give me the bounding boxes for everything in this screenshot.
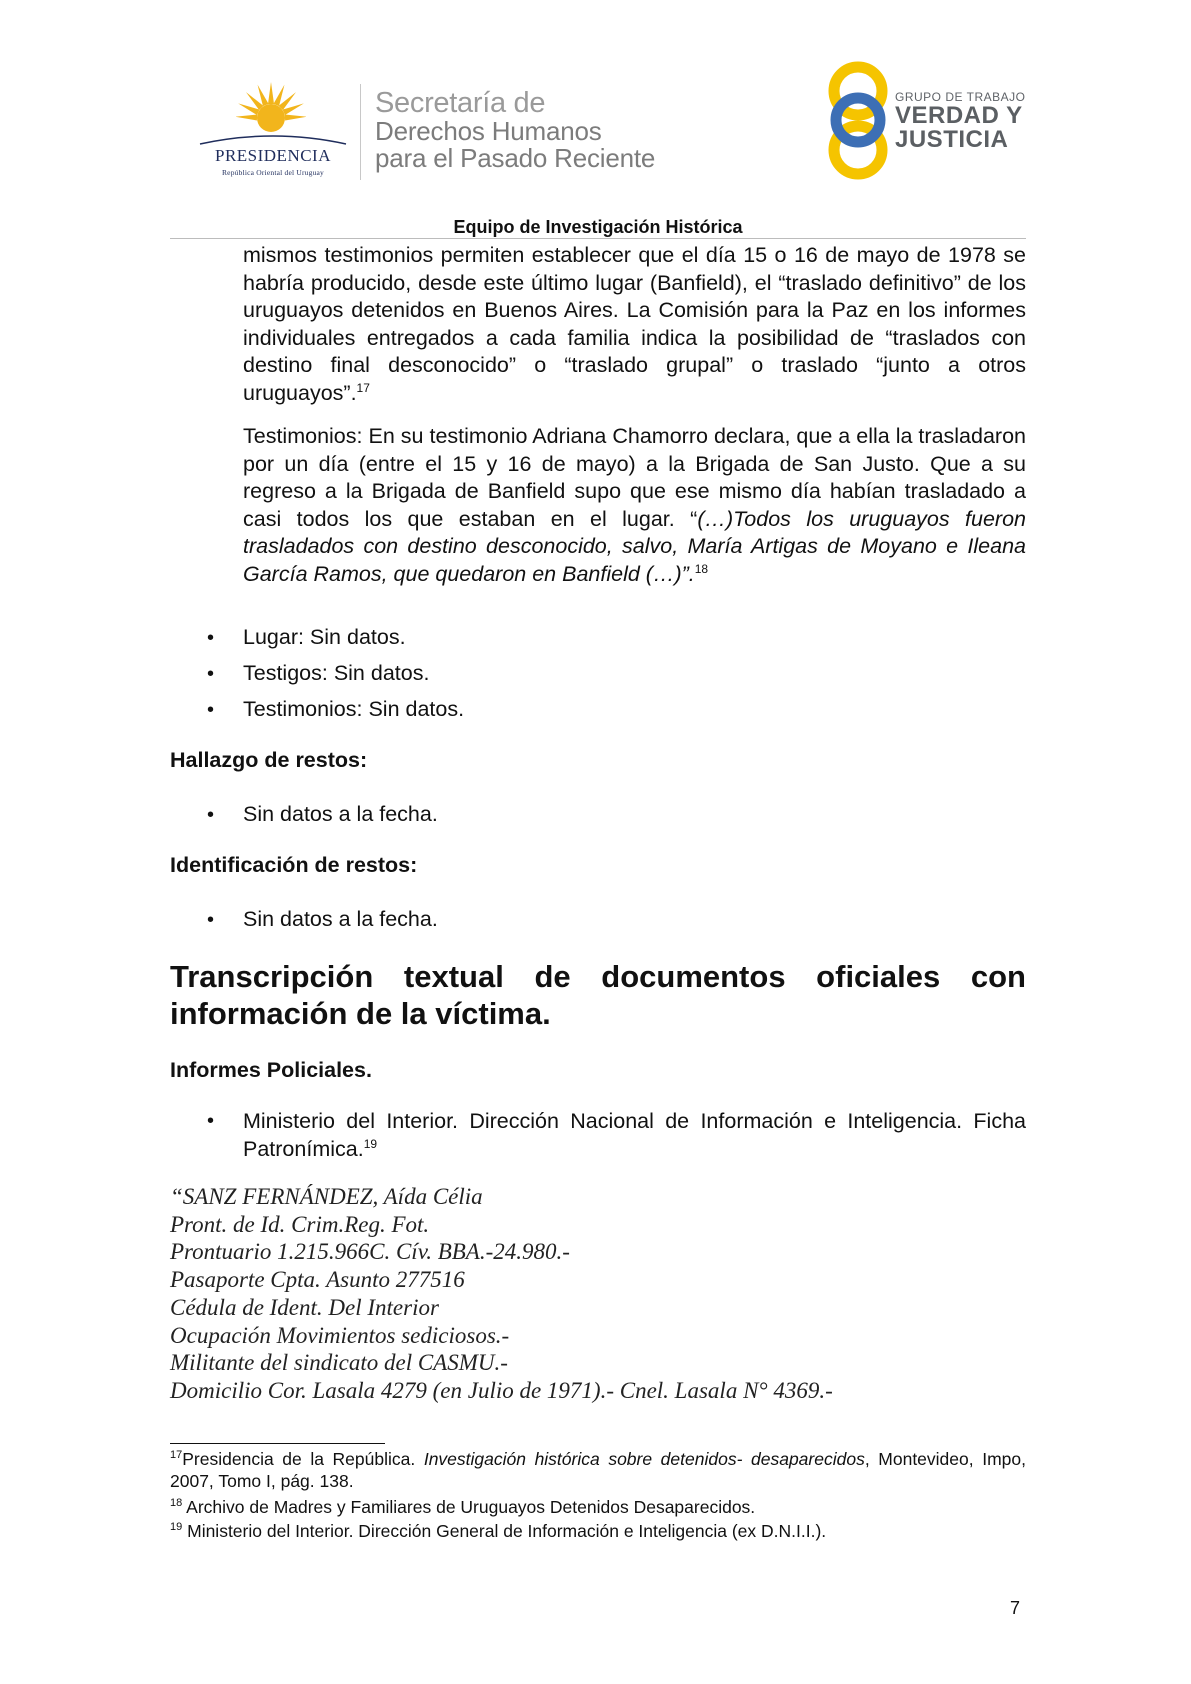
footnote-19 — [170, 1520, 1026, 1542]
team-title: Equipo de Investigación Histórica — [453, 217, 743, 237]
secretaria-line1: Secretaría de — [375, 87, 546, 119]
bullet-icon: • — [207, 699, 215, 721]
footnote-ref-19[interactable]: 19 — [363, 1136, 378, 1151]
grupo-line2: VERDAD Y — [895, 102, 1023, 129]
bullet-icon: • — [207, 1110, 215, 1132]
horizon-line-icon — [198, 132, 348, 146]
list-item-text: Lugar: Sin datos. — [243, 625, 406, 649]
presidencia-logo — [198, 80, 348, 180]
police-record-transcript — [170, 1183, 833, 1405]
list-item — [207, 801, 438, 829]
bullet-icon: • — [207, 909, 215, 931]
footnote-text: , Montevideo, Impo, 2007, Tomo I, pág. 138. — [170, 1449, 1026, 1491]
transcript-line: Pasaporte Cpta. Asunto 277516 — [170, 1267, 465, 1293]
list-item — [207, 906, 438, 934]
transcript-line: Domicilio Cor. Lasala 4279 (en Julio de 1971).- Cnel. Lasala N° 4369.- — [170, 1377, 833, 1403]
header-rule — [170, 238, 1026, 239]
list-item-text: Sin datos a la fecha. — [243, 802, 438, 826]
bullet-icon: • — [207, 663, 215, 685]
paragraph-testimonios — [243, 423, 1026, 588]
hallazgo-heading: Hallazgo de restos: — [170, 748, 368, 772]
bullet-icon: • — [207, 627, 215, 649]
grupo-line3: JUSTICIA — [895, 126, 1009, 153]
list-item-text: Testigos: Sin datos. — [243, 661, 430, 685]
transcript-line: Cédula de Ident. Del Interior — [170, 1294, 439, 1320]
logo-divider — [360, 84, 361, 180]
secretaria-logo-text — [375, 88, 655, 172]
transcript-line: “SANZ FERNÁNDEZ, Aída Célia — [170, 1184, 483, 1209]
identificacion-heading: Identificación de restos: — [170, 853, 418, 877]
footnote-ref-18[interactable]: 18 — [694, 561, 709, 576]
section-title: Transcripción textual de documentos oficiales con información de la víctima. — [170, 959, 1026, 1031]
list-item-text — [243, 1108, 1026, 1163]
list-item — [207, 660, 429, 688]
bullet-icon: • — [207, 804, 215, 826]
transcript-line: Ocupación Movimientos sediciosos.- — [170, 1322, 510, 1348]
paragraph-traslado — [243, 242, 1026, 407]
paragraph-traslado-text: mismos testimonios permiten establecer que el día 15 o 16 de mayo de 1978 se habría producido, desde este último lugar (Banfield), el “traslado definitivo” de los uruguayos detenidos en Buenos Aires. La Comisión para la Paz en los informes individuales entregados a cada familia indica la posibilidad de “traslados con destino final desconocido” o “traslado grupal” o traslado “junto a otros uruguayos”. — [243, 243, 1026, 405]
footnote-18 — [170, 1496, 1026, 1518]
footnote-number: 17 — [170, 1449, 183, 1462]
transcript-line: Prontuario 1.215.966C. Cív. BBA.-24.980.- — [170, 1239, 570, 1265]
footnote-number: 19 — [170, 1521, 183, 1534]
transcript-line: Pront. de Id. Crim.Reg. Fot. — [170, 1211, 430, 1237]
secretaria-line3: para el Pasado Reciente — [375, 143, 656, 173]
footnote-number: 18 — [170, 1497, 183, 1510]
list-item-text: Testimonios: Sin datos. — [243, 697, 465, 721]
page-number: 7 — [1010, 1598, 1021, 1618]
grupo-trabajo-text — [895, 90, 1025, 152]
footnote-text: Presidencia de la República. — [182, 1449, 424, 1469]
testimony-quote: (…)Todos los uruguayos fueron trasladados con destino desconocido, salvo, María Artigas de Moyano e Ileana García Ramos, que quedaron en Banfield (…)”. — [243, 506, 1026, 586]
list-item — [207, 624, 406, 652]
secretaria-line2: Derechos Humanos — [375, 116, 602, 146]
informes-heading: Informes Policiales. — [170, 1058, 372, 1082]
footnote-separator — [170, 1443, 385, 1444]
footnote-italic-title: Investigación histórica sobre detenidos- desaparecidos — [423, 1449, 865, 1469]
informes-item-text: Ministerio del Interior. Dirección Nacional de Información e Inteligencia. Ficha Patronímica. — [243, 1109, 1026, 1161]
footnote-ref-17[interactable]: 17 — [356, 380, 370, 395]
presidencia-subtitle: República Oriental del Uruguay — [221, 168, 324, 177]
footnote-text: Ministerio del Interior. Dirección General de Información e Inteligencia (ex D.N.I.I.). — [182, 1521, 827, 1541]
list-item — [207, 1108, 1026, 1163]
presidencia-title: PRESIDENCIA — [214, 146, 331, 165]
quote-open: “ — [674, 506, 698, 531]
paragraph-testimonios-text: Testimonios: En su testimonio Adriana Chamorro declara, que a ella la trasladaron por un día (entre el 15 y 16 de mayo) a la Brigada de San Justo. Que a su regreso a la Brigada de Banfield supo que ese mismo día habían trasladado a casi todos los que estaban en el lugar. — [243, 424, 1026, 531]
transcript-line: Militante del sindicato del CASMU.- — [170, 1350, 508, 1376]
grupo-line1: GRUPO DE TRABAJO — [895, 90, 1026, 104]
footnote-text: Archivo de Madres y Familiares de Uruguayos Detenidos Desaparecidos. — [182, 1497, 756, 1517]
footnote-17 — [170, 1448, 1026, 1492]
list-item-text: Sin datos a la fecha. — [243, 907, 438, 931]
list-item — [207, 696, 464, 724]
